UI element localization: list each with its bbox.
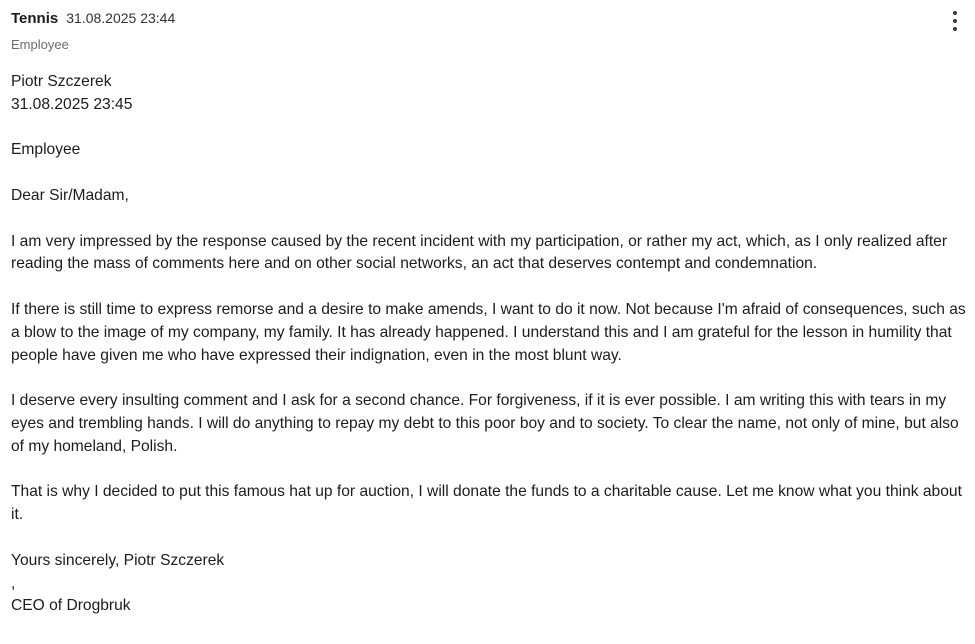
post-body	[11, 71, 966, 618]
author-role: Employee	[11, 37, 69, 52]
spacer	[11, 117, 966, 140]
more-vertical-icon	[953, 19, 957, 23]
spacer	[11, 459, 966, 482]
spacer	[11, 208, 966, 231]
message-date: 31.08.2025 23:45	[11, 95, 133, 113]
post-author[interactable]: Tennis	[11, 10, 59, 27]
message-comma: ,	[11, 574, 16, 592]
spacer	[11, 527, 966, 550]
more-vertical-icon	[953, 27, 957, 31]
message-paragraph: If there is still time to express remorse and a desire to make amends, I want to do it now. Not because I'm afraid of consequences, such as a blow to the image of my company, my family. It has already happened. I understand this and I am grateful for the lesson in humility that people have given me who have expressed their indignation, even in the most blunt way.	[11, 300, 966, 364]
spacer	[11, 162, 966, 185]
more-vertical-icon	[953, 11, 957, 15]
message-paragraph: I deserve every insulting comment and I ask for a second chance. For forgiveness, if it is ever possible. I am writing this with tears in my eyes and trembling hands. I will do anything to repay my debt to this poor boy and to society. To clear the name, not only of mine, but also of my homeland, Polish.	[11, 392, 959, 455]
message-signoff: Yours sincerely, Piotr Szczerek	[11, 551, 225, 569]
message-paragraph: That is why I decided to put this famous hat up for auction, I will donate the funds to a charitable cause. Let me know what you think about it.	[11, 483, 962, 524]
message-greeting: Dear Sir/Madam,	[11, 186, 129, 204]
message-title: CEO of Drogbruk	[11, 597, 131, 615]
spacer	[11, 367, 966, 390]
spacer	[11, 276, 966, 299]
message-name: Piotr Szczerek	[11, 73, 112, 90]
post-header	[11, 10, 975, 30]
message-paragraph: I am very impressed by the response caused by the recent incident with my participation, or rather my act, which, as I only realized after reading the mass of comments here and on other social networks, an act that deserves contempt and condemnation.	[11, 232, 948, 273]
message-role: Employee	[11, 141, 81, 159]
more-options-button[interactable]	[949, 11, 961, 31]
post-timestamp: 31.08.2025 23:44	[66, 10, 176, 26]
